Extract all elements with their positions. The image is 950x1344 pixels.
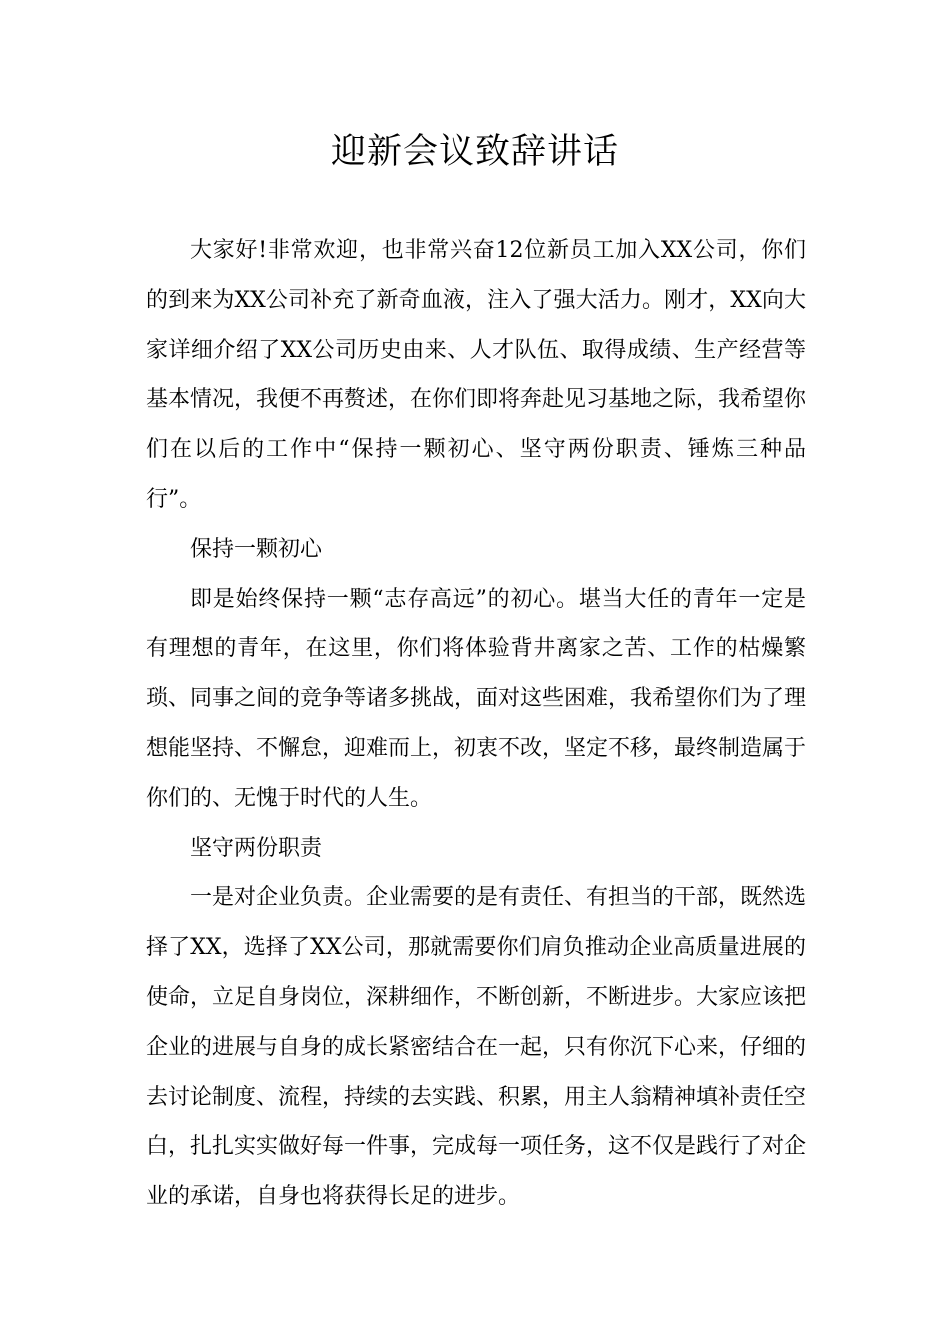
section-heading-two-duties: 坚守两份职责 xyxy=(190,835,323,861)
paragraph-enterprise-duty: 一是对企业负责。企业需要的是有责任、有担当的干部，既然选择了XX，选择了XX公司，那就需要你们肩负推动企业高质量进展的使命，立足自身岗位，深耕细作，不断创新，不断进步。大家应该把企业的进展与自身的成长紧密结合在一起，只有你沉下心来，仔细的去讨论制度、流程，持续的去实践、积累，用主人翁精神填补责任空白，扎扎实实做好每一件事，完成每一项任务，这不仅是践行了对企业的承诺，自身也将获得长足的进步。 xyxy=(146,885,807,1210)
document-title: 迎新会议致辞讲话 xyxy=(330,132,619,172)
document-body xyxy=(146,226,806,1222)
paragraph-initial-heart: 即是始终保持一颗“志存高远”的初心。堪当大任的青年一定是有理想的青年，在这里，你们将体验背井离家之苦、工作的枯燥繁琐、同事之间的竞争等诸多挑战，面对这些困难，我希望你们为了理想能坚持、不懈怠，迎难而上，初衷不改，坚定不移，最终制造属于你们的、无愧于时代的人生。 xyxy=(146,586,807,811)
paragraph-intro: 大家好!非常欢迎，也非常兴奋12位新员工加入XX公司，你们的到来为XX公司补充了新奇血液，注入了强大活力。刚才，XX向大家详细介绍了XX公司历史由来、人才队伍、取得成绩、生产经营等基本情况，我便不再赘述，在你们即将奔赴见习基地之际，我希望你们在以后的工作中“保持一颗初心、坚守两份职责、锤炼三种品行”。 xyxy=(146,238,807,512)
section-heading-initial-heart: 保持一颗初心 xyxy=(190,536,323,562)
